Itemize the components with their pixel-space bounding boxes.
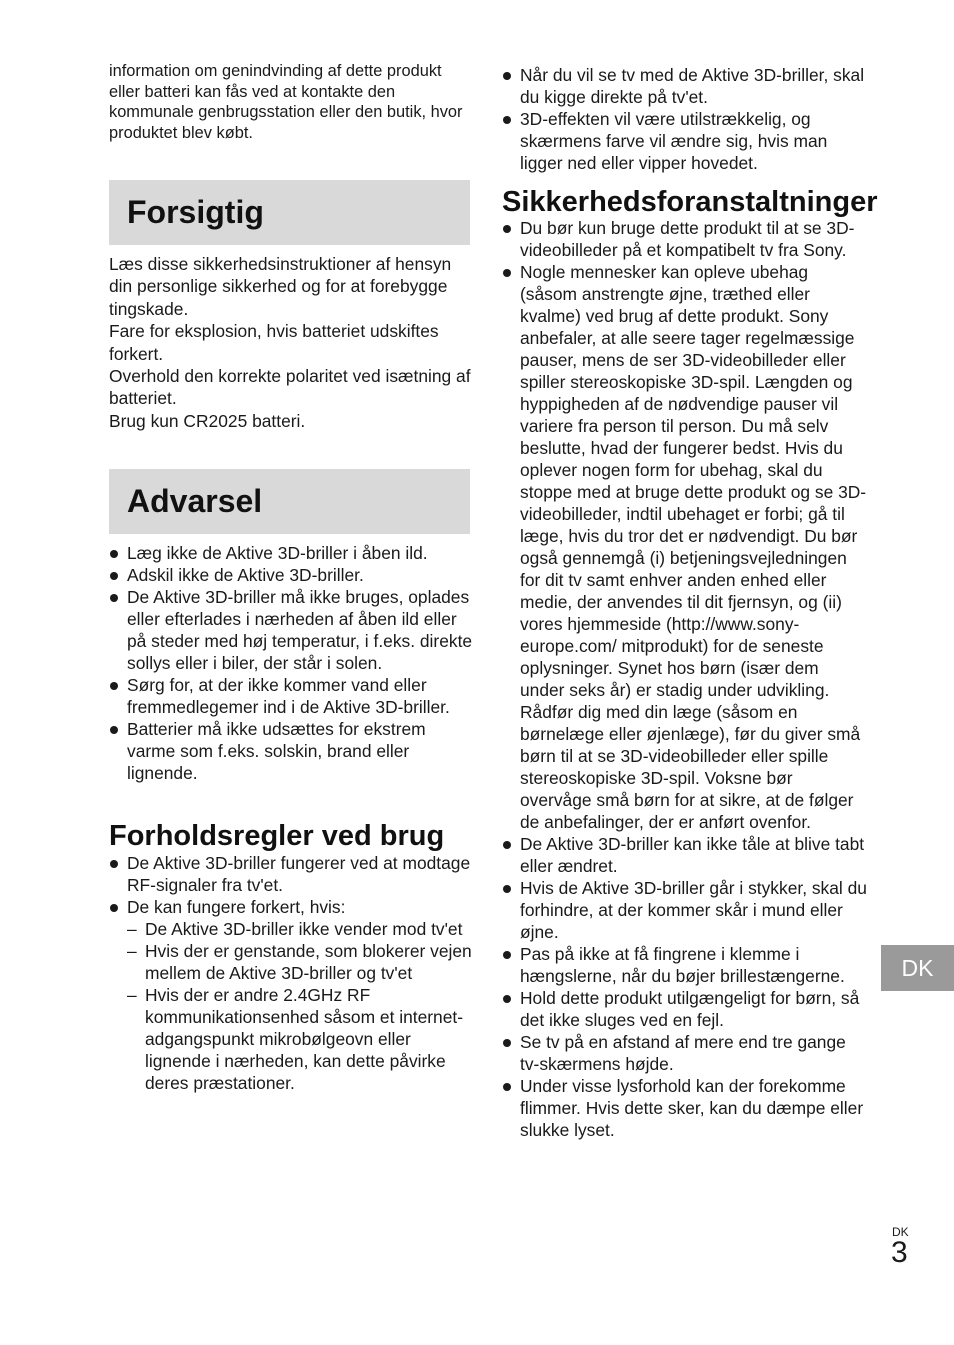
language-tab: DK <box>881 945 954 991</box>
list-item: Du bør kun bruge dette produkt til at se 3D-videobilleder på et kompatibelt tv fra Sony. <box>502 217 867 261</box>
list-item: Batterier må ikke udsættes for ekstrem varme som f.eks. solskin, brand eller lignende. <box>109 718 474 784</box>
list-item: Hvis de Aktive 3D-briller går i stykker, skal du forhindre, at der kommer skår i mund eller øjne. <box>502 877 867 943</box>
forsigtig-paragraph: Brug kun CR2025 batteri. <box>109 410 306 431</box>
sikkerhed-list <box>502 217 867 1141</box>
list-item-text: De kan fungere forkert, hvis: <box>127 897 346 917</box>
forholdsregler-list <box>109 852 474 1094</box>
list-item: De Aktive 3D-briller må ikke bruges, oplades eller efterlades i nærheden af åben ild eller på steder med høj temperatur, i f.eks. direkte sollys eller i biler, der står i solen. <box>109 586 474 674</box>
list-item: Sørg for, at der ikke kommer vand eller fremmedlegemer ind i de Aktive 3D-briller. <box>109 674 474 718</box>
advarsel-banner <box>109 469 470 534</box>
list-item: Pas på ikke at få fingrene i klemme i hængslerne, når du bøjer brillestængerne. <box>502 943 867 987</box>
sub-list <box>127 918 474 1094</box>
top-list <box>502 64 867 174</box>
sub-list-item: – De Aktive 3D-briller ikke vender mod tv'et <box>127 918 474 940</box>
list-item: Når du vil se tv med de Aktive 3D-briller, skal du kigge direkte på tv'et. <box>502 64 867 108</box>
intro-paragraph: information om genindvinding af dette produkt eller batteri kan fås ved at kontakte den kommunale genbrugsstation eller den butik, hvor produktet blev købt. <box>109 62 463 142</box>
page-number: 3 <box>891 1236 908 1269</box>
list-item: Se tv på en afstand af mere end tre gange tv-skærmens højde. <box>502 1031 867 1075</box>
sub-list-item: – Hvis der er andre 2.4GHz RF kommunikationsenhed såsom et internet-adgangspunkt mikrobølgeovn eller lignende i nærheden, kan dette påvirke deres præstationer. <box>127 984 474 1094</box>
sub-list-item: – Hvis der er genstande, som blokerer vejen mellem de Aktive 3D-briller og tv'et <box>127 940 474 984</box>
list-item: Hold dette produkt utilgængeligt for børn, så det ikke sluges ved en fejl. <box>502 987 867 1031</box>
list-item: Læg ikke de Aktive 3D-briller i åben ild. <box>109 542 474 564</box>
list-item <box>109 896 474 1094</box>
forsigtig-heading: Forsigtig <box>127 194 264 230</box>
footer-language: DK <box>892 1225 909 1239</box>
list-item: Nogle mennesker kan opleve ubehag (såsom anstrengte øjne, træthed eller kvalme) ved brug af dette produkt. Sony anbefaler, at alle seere tager regelmæssige pauser, mens de ser 3D-videobilleder eller spiller stereoskopiske 3D-spil. Længden og hyppigheden af de nødvendige pauser vil variere fra person til person. Du må selv beslutte, hvad der fungerer bedst. Hvis du oplever nogen form for ubehag, skal du stoppe med at bruge dette produkt og se 3D-videobilleder, indtil ubehaget er forbi; gå til læge, hvis du tror det er nødvendigt. Du bør også gennemgå (i) betjeningsvejledningen for dit tv samt enhver anden enhed eller medie, der anvendes til dit fjernsyn, og (ii) vores hjemmeside (http://www.sony-europe.com/ mitprodukt) for de seneste oplysninger. Synet hos børn (især dem under seks år) er stadig under udvikling. Rådfør dig med din læge (såsom en børnelæge eller øjenlæge), før du giver små børn til at se 3D-videobilleder eller spille stereoskopiske 3D-spil. Voksne bør overvåge små børn for at sikre, at de følger de anbefalinger, der er anført ovenfor. <box>502 261 867 833</box>
list-item: De Aktive 3D-briller fungerer ved at modtage RF-signaler fra tv'et. <box>109 852 474 896</box>
forsigtig-paragraph: Læs disse sikkerhedsinstruktioner af hensyn din personlige sikkerhed og for at forebygge tingskade. <box>109 254 452 319</box>
list-item: 3D-effekten vil være utilstrækkelig, og skærmens farve vil ændre sig, hvis man ligger ned eller vipper hovedet. <box>502 108 867 174</box>
forsigtig-body <box>109 253 474 432</box>
forholdsregler-heading: Forholdsregler ved brug <box>109 820 445 852</box>
forsigtig-banner <box>109 180 470 245</box>
advarsel-heading: Advarsel <box>127 483 263 519</box>
list-item: De Aktive 3D-briller kan ikke tåle at blive tabt eller ændret. <box>502 833 867 877</box>
list-item: Adskil ikke de Aktive 3D-briller. <box>109 564 474 586</box>
forsigtig-paragraph: Overhold den korrekte polaritet ved isætning af batteriet. <box>109 366 471 409</box>
sikkerhed-heading: Sikkerhedsforanstaltninger <box>502 186 878 218</box>
forsigtig-paragraph: Fare for eksplosion, hvis batteriet udskiftes forkert. <box>109 321 439 364</box>
list-item: Under visse lysforhold kan der forekomme flimmer. Hvis dette sker, kan du dæmpe eller slukke lyset. <box>502 1075 867 1141</box>
advarsel-list <box>109 542 474 784</box>
